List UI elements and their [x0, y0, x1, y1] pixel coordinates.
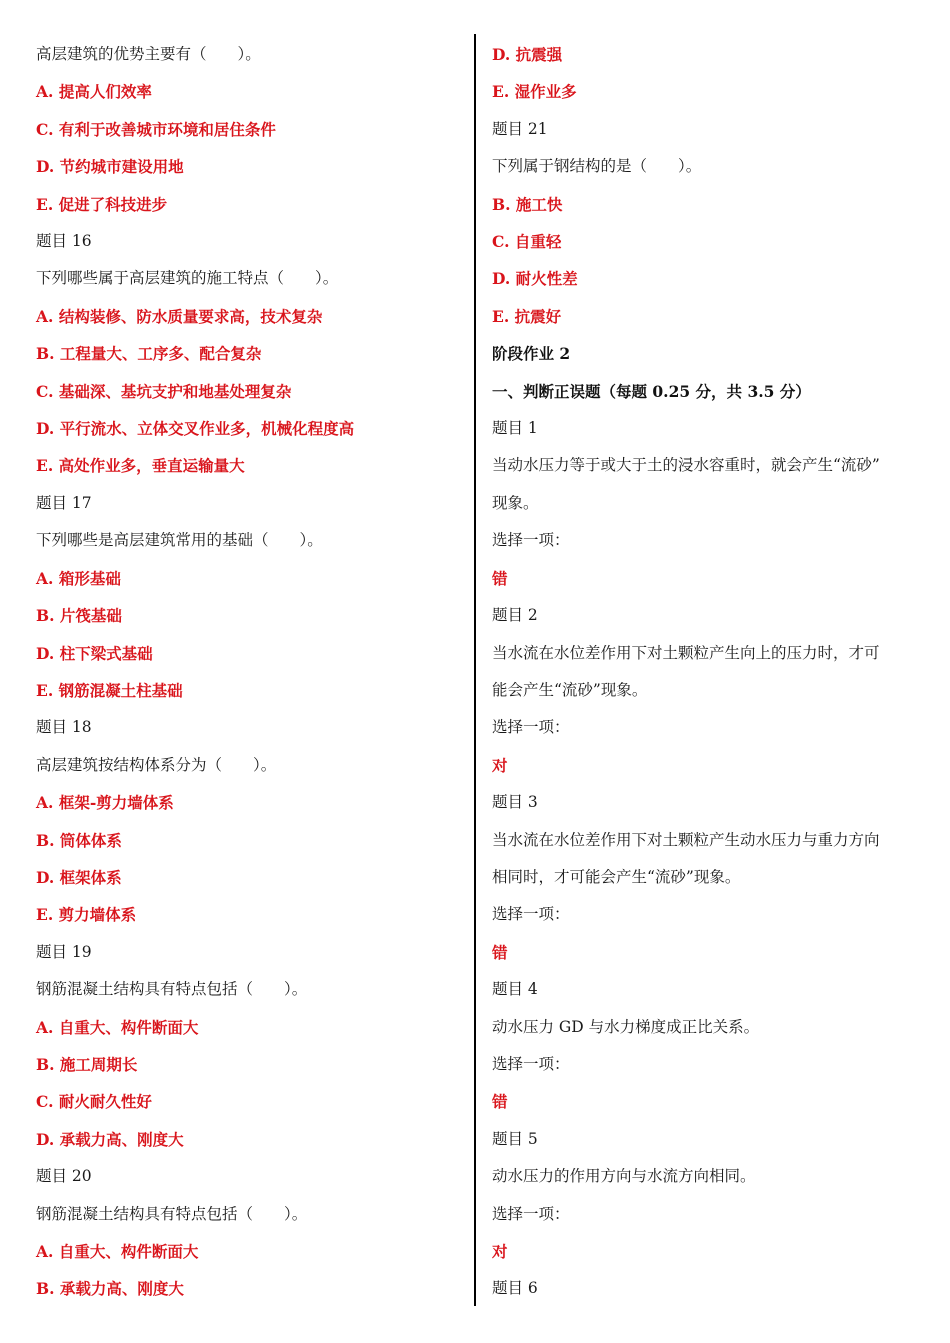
answer-option: B. 施工周期长 [36, 1054, 138, 1074]
answer-option: D. 框架体系 [36, 867, 122, 887]
answer-option: D. 抗震强 [492, 45, 563, 64]
answer-option: E. 促进了科技进步 [36, 194, 168, 214]
question-number: 题目 16 [36, 232, 92, 251]
question-number: 题目 2 [492, 606, 538, 625]
answer-option: A. 箱形基础 [36, 568, 121, 588]
answer-option: B. 施工快 [492, 194, 563, 214]
question-number: 题目 4 [492, 980, 538, 999]
question-number: 题目 18 [36, 718, 92, 737]
answer-option: B. 承载力高、刚度大 [36, 1279, 184, 1299]
question-number: 题目 6 [492, 1279, 538, 1298]
question-text: 下列哪些属于高层建筑的施工特点（ ）。 [36, 269, 339, 288]
answer-option: C. 自重轻 [492, 232, 562, 252]
question-number: 题目 5 [492, 1129, 538, 1148]
question-text: 当动水压力等于或大于土的浸水容重时，就会产生“流砂” [492, 456, 880, 475]
question-number: 题目 19 [36, 942, 92, 961]
choose-one-prompt: 选择一项： [492, 718, 570, 737]
answer-option: A. 自重大、构件断面大 [36, 1017, 199, 1037]
answer-option: B. 片筏基础 [36, 606, 122, 626]
right-column [492, 36, 922, 1308]
left-column [36, 36, 456, 1308]
question-text: 现象。 [492, 493, 539, 512]
answer-option: D. 平行流水、立体交叉作业多，机械化程度高 [36, 419, 355, 439]
question-text: 当水流在水位差作用下对土颗粒产生向上的压力时，才可 [492, 643, 880, 662]
answer-option: 对 [492, 1242, 508, 1261]
answer-option: 错 [492, 1092, 508, 1112]
question-text: 高层建筑按结构体系分为（ ）。 [36, 755, 277, 774]
question-number: 题目 1 [492, 419, 538, 438]
choose-one-prompt: 选择一项： [492, 905, 570, 924]
section-heading: 阶段作业 2 [492, 344, 571, 364]
question-number: 题目 3 [492, 793, 538, 812]
question-text: 钢筋混凝土结构具有特点包括（ ）。 [36, 1204, 308, 1223]
question-number: 题目 20 [36, 1167, 92, 1186]
section-heading: 一、判断正误题（每题 0.25 分，共 3.5 分） [492, 381, 811, 401]
answer-option: E. 高处作业多，垂直运输量大 [36, 456, 245, 476]
answer-option: A. 自重大、构件断面大 [36, 1242, 199, 1261]
question-text: 动水压力的作用方向与水流方向相同。 [492, 1167, 756, 1186]
question-text: 动水压力 GD 与水力梯度成正比关系。 [492, 1017, 760, 1036]
choose-one-prompt: 选择一项： [492, 1054, 570, 1073]
answer-option: E. 抗震好 [492, 306, 562, 326]
answer-option: 对 [492, 755, 508, 775]
question-text: 高层建筑的优势主要有（ ）。 [36, 45, 261, 63]
answer-option: B. 筒体体系 [36, 830, 122, 850]
answer-option: C. 耐火耐久性好 [36, 1092, 152, 1112]
answer-option: D. 节约城市建设用地 [36, 157, 184, 177]
answer-option: 错 [492, 568, 508, 588]
question-text: 下列属于钢结构的是（ ）。 [492, 157, 702, 176]
question-number: 题目 17 [36, 493, 92, 512]
question-text: 当水流在水位差作用下对土颗粒产生动水压力与重力方向 [492, 830, 880, 849]
answer-option: D. 承载力高、刚度大 [36, 1129, 184, 1149]
answer-option: B. 工程量大、工序多、配合复杂 [36, 344, 262, 364]
answer-option: A. 结构装修、防水质量要求高，技术复杂 [36, 306, 323, 326]
question-text: 钢筋混凝土结构具有特点包括（ ）。 [36, 980, 308, 999]
choose-one-prompt: 选择一项： [492, 531, 570, 550]
answer-option: E. 钢筋混凝土柱基础 [36, 680, 183, 700]
question-text: 下列哪些是高层建筑常用的基础（ ）。 [36, 531, 323, 550]
answer-option: E. 剪力墙体系 [36, 905, 137, 925]
answer-option: D. 柱下梁式基础 [36, 643, 153, 663]
choose-one-prompt: 选择一项： [492, 1204, 570, 1223]
answer-option: C. 基础深、基坑支护和地基处理复杂 [36, 381, 292, 401]
answer-option: A. 框架-剪力墙体系 [36, 793, 174, 813]
answer-option: C. 有利于改善城市环境和居住条件 [36, 119, 276, 139]
answer-option: E. 湿作业多 [492, 82, 577, 102]
answer-option: A. 提高人们效率 [36, 82, 152, 102]
question-text: 相同时，才可能会产生“流砂”现象。 [492, 867, 741, 886]
column-divider [474, 34, 476, 1306]
question-number: 题目 21 [492, 119, 548, 138]
answer-option: D. 耐火性差 [492, 269, 578, 289]
question-text: 能会产生“流砂”现象。 [492, 680, 648, 699]
answer-option: 错 [492, 942, 508, 962]
